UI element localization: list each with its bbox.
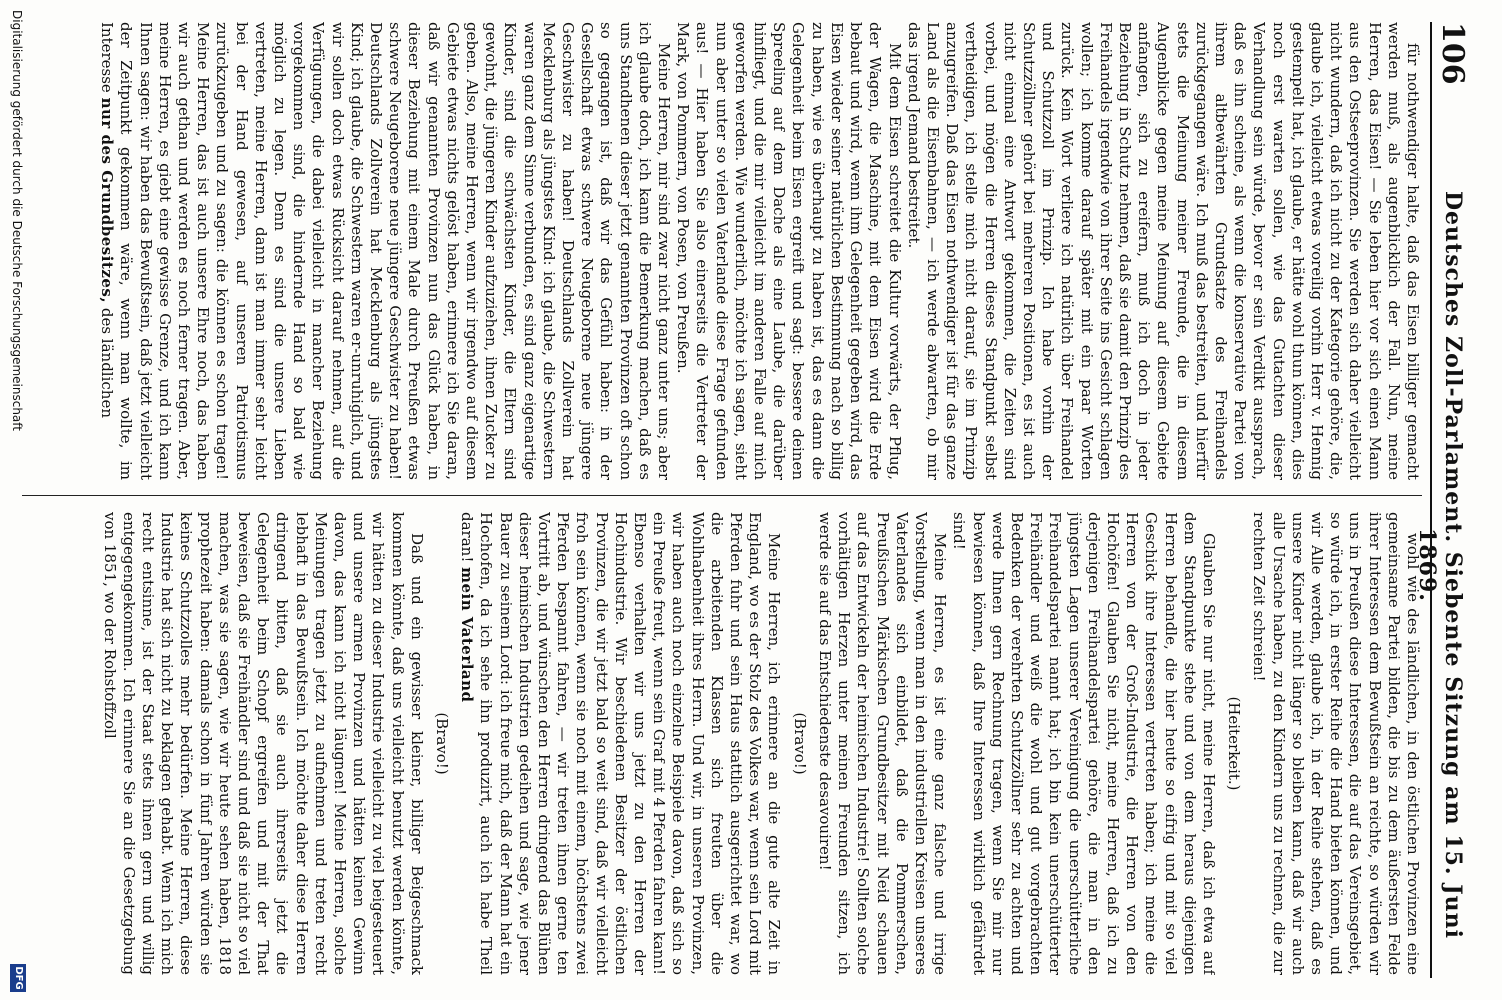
page-header <box>1414 22 1472 978</box>
bold-phrase-vaterland: mein Vaterland <box>458 567 477 703</box>
left-paragraph-3-text: Meine Herren, mir sind zwar nicht ganz unter uns; aber ich glaube doch, ich kann die Bemerkung machen, daß es uns Standhenen dieser jetzt genannten Provinzen oft schon so gegangen ist, daß wir das Gefühl haben: in der Gesellschaft etwas schwere Neugeborene neue jüngere Geschwister zu haben! Deutschlands Zollverein hat Mecklenburg als jüngstes Kind: ich glaube, die Schwestern waren ganz dem Sinne verbunden, es sind ganz eigenartige Kinder, sind die schwächsten Kinder, die Eltern sind gewohnt, die jüngeren Kinder aufzuziehen, ihnen Zucker zu geben. Also, meine Herren, wenn wir irgendwo auf diesem Gebiete etwas nichts gelöst haben, erinnere ich Sie daran, daß wir genannten Provinzen nun das Glück haben, in dieser Beziehung mit einem Male durch Preußen etwas schwere Neugeborene neue jüngere Geschwister zu haben! Deutschlands Zollverein hat Mecklenburg als jüngstes Kind; ich glaube, die Schwestern waren er-unruhiglich, und wir sollen doch etwas Rücksicht darauf nehmen, auf die Verfügungen, die dabei vielleicht in mancher Beziehung vorgekommen sind, die hindernde Hand so bald wie möglich zu legen. Denn es sind die unsere Lieben vertreten, meine Herren, dann ist man immer sehr leicht bei der Hand gewesen, auf unseren Patriotismus zurückzugeben und zu sagen: die können es schon tragen! Meine Herren, das ist auch unsere Ehre noch, das haben wir auch gethan und werden es noch ferner tragen. Aber, meine Herren, es giebt eine gewisse Grenze, und ich kann Ihnen sagen: wir haben das Bewußtsein, daß jetzt vielleicht der Zeitpunkt gekommen wäre, wenn man wollte, im Interesse <box>98 22 674 480</box>
left-paragraph-1: für nothwendiger halte, daß das Eisen billiger gemacht werden muß, als augenblicklich der Fall. Nun, meine Herren, das Eisen! — Sie leben hier vor sich einen Mann aus den Ostseeprovinzen. Sie werden sich daher vielleicht nicht wundern, daß ich nicht zu der Kategorie gehöre, die, glaube ich, vielleicht etwas voreilig vorhin Herr v. Hennig gestempelt hat, ich glaube, er hätte wohl thun können, dies noch erst warten sollen, wie das Gutachten dieser Verhandlung sein würde, bevor er sein Verdikt aussprach, daß es ihn scheine, als wenn die konservative Partei von ihrem altbewährten Grundsatze des Freihandels zurückgegangen wäre. Ich muß das bestreiten, und hierfür stets die Meinung meiner Freunde, die in diesem Augenblicke gegen meine Meinung auf diesem Gebiete anfangen, sich zu ereifern, muß ich doch in jeder Beziehung in Schutz nehmen, daß sie damit den Prinzip des Freihandels irgendwie von ihrer Seite ins Gesicht schlagen wollen; ich komme darauf später mit ein paar Worten zurück. Kein Wort verliere ich natürlich über Freihandel und Schutzzoll im Prinzip. Ich habe vorhin der Schutzzöllner gehört bei mehreren Positionen, es ist auch nicht einmal eine Antwort gekommen, die Zeiten sind vorbei, und mögen die Herren dieses Standpunkt selbst vertheidigen, ich stelle mich nicht darauf, sie im Prinzip anzugreifen. Daß das Eisen nothwendiger ist für das ganze Land als die Eisenbahnen, — ich werde abwarten, ob mir das irgend Jemand bestreitet. <box>904 22 1422 480</box>
interjection-bravo-2: (Bravo!) <box>433 712 452 775</box>
left-column <box>22 22 1422 480</box>
right-paragraph-4-text: Meine Herren, ich erinnere an die gute alte Zeit in England, wo es der Stolz des Volkes war, wenn sein Lord mit Pferden fuhr und sein Haus stattlich ausgerichtet war, wo die arbeitenden Klassen sich freuten über die Wohlhabenheit ihres Herrn. Und wir, in unseren Provinzen, wir haben auch noch einzelne Beispiele davon, daß sich so ein Preuße freut, wenn sein Graf mit 4 Pferden fahren kann! Ebenso verhalten wir uns jetzt zu den Herren der Hochindustrie. Wir beschiedenen Besitzer der östlichen Provinzen, die wir jetzt bald so weit sind, daß wir vielleicht froh sein können, wenn sie noch mit einem, höchstens zwei Pferden bespannt fahren, — wir treten ihnen gerne ten Vortritt ab, und wünschen den Herren dringend das Blühen dieser heimischen Industrien gedeihen und sage, wie jener Bauer zu seinem Lord: ich freue mich, daß der Mann hat ein Hochofen, da ich sehe ihn produzirt, auch ich habe Theil daran! <box>458 512 784 975</box>
right-paragraph-2: Glauben Sie nur nicht, meine Herren, daß ich etwa auf dem Standpunkte stehe und von dem heraus diejenigen Herren behandle, die hier heute so eifrig und mit so viel Geschick ihre Interessen vertreten haben; ich meine die Herren von der Groß-Industrie, die Herren von den Hochöfen! Glauben Sie nicht, meine Herren, daß ich zu derjenigen Freihandelspartei gehöre, die man in den jüngsten Lagen unserer Vereinigung die unerschütterliche Freihandelspartei nannt hat; ich bin kein unerschütterter Freihändler und weiß die wohl und gut vorgebrachten Bedenken der verehrten Schutzzöllner sehr zu achten und werde Ihnen gern Rechnung tragen, wenn Sie mir nur bewiesen können, daß Ihre Interessen wirklich gefährdet sind! <box>950 512 1218 975</box>
right-column <box>22 512 1422 975</box>
left-paragraph-3 <box>97 22 673 480</box>
page-number: 106 <box>1435 22 1470 85</box>
right-paragraph-3: Meine Herren, es ist eine ganz falsche und irrige Vorstellung, wenn man in den industriellen Kreisen unseres Vaterlandes sich einbildet, daß die Pommerschen, Preußischen Märkischen Grundbesitzer mit Neid schauen auf das Entwickeln der heimischen Industrie! Sollten solche vorhältigen Herzen unter meinen Freunden sitzen, ich werde sie auf das Entschiedenste desavouiren! <box>815 512 950 975</box>
right-paragraph-4 <box>457 512 783 975</box>
page-title: Deutsches Zoll-Parlament. Siebente Sitzung am 15. Juni 1869. <box>1414 190 1466 940</box>
interjection-heiterkeit: (Heiterkeit.) <box>1225 696 1244 791</box>
column-divider <box>22 495 1422 496</box>
bold-phrase-grundbesitz: nur des Grundbesitzes, <box>98 97 117 304</box>
page-footer <box>6 0 28 1000</box>
funding-credit: Digitalisierung gefördert durch die Deutsche Forschungsgemeinschaft <box>10 10 24 432</box>
right-paragraph-1: wohl wie des ländlichen, in den östlichen Provinzen eine gemeinsame Partei bilden, die bis zu dem äußersten Felde ihrer Interessen dem Bewußtsein an reichte, so würden wir uns in Preußen diese Interessen, die auf das Vereinsgebiet, so würde ich, in erster Reihe die Hand bieten können, und wir Alle werden, glaube ich, in der Reihe stehen, daß es unsere Kinder nicht länger so bleiben kann, daß wir auch alle Ursache haben, zu den Kindern uns zu rechnen, die zur rechten Zeit schreien! <box>1250 512 1422 975</box>
left-paragraph-2: Mit dem Eisen schreitet die Kultur vorwärts, der Pflug, der Wagen, die Maschine, mit dem Eisen wird die Erde bebaut und wird, wenn ihm Gelegenheit gegeben wird, das Eisen wieder seiner natürlichen Bestimmung nach so billig zu haben, wie es überhaupt zu haben ist, das es dann die Gelegenheit beim Eisen ergreift und sagt: bessere deinen Spreeling auf dem Dache als eine Laube, die darüber hinfliegt, und die mir vielleicht im anderen Falle auf mich geworfen werden. Wie wunderlich, möchte ich sagen, sieht nun aber unter so vielen Vaterlande diese Frage gefunden aus! — Hier haben Sie also einerseits die Vertreter der Mark, von Pommern, von Posen, von Preußen. <box>674 22 904 480</box>
dfg-logo: DFG <box>10 964 26 992</box>
interjection-bravo-1: (Bravo!) <box>790 712 809 775</box>
right-paragraph-5: Daß und ein gewisser kleiner, billiger Beigeschmack kommen könnte, daß uns vielleicht benutzt werden könnte, wir hätten zu dieser Industrie vielleicht zu viel beigesteuert und unsere armen Provinzen und hätten keinen Gewinn davon, das kann ich nicht läugnen! Meine Herren, solche Meinungen tragen jetzt zu aufnehmen und treten recht lebhaft in das Bewußtsein. Ich möchte daher diese Herren dringend bitten, daß sie auch ihrerseits jetzt die Gelegenheit beim Schopf ergreifen und mit der That beweisen, daß sie Freihändler sind und daß sie nicht so viel machen, was sie sagen, wie wir heute sehen haben, 1818 prophezeit haben: damals schon in fünf Jahren würden sie keines Schutzzolles mehr bedürfen. Meine Herren, diese Industrie hat sich nicht zu beklagen gehabt. Wenn ich mich recht entsinne, ist der Staat stets ihnen gern und willig entgegengekommen. Ich erinnere Sie an die Gesetzgebung von 1851, wo der Rohstoffzoll <box>100 512 426 975</box>
left-paragraph-3-end: des ländlichen <box>98 307 117 419</box>
